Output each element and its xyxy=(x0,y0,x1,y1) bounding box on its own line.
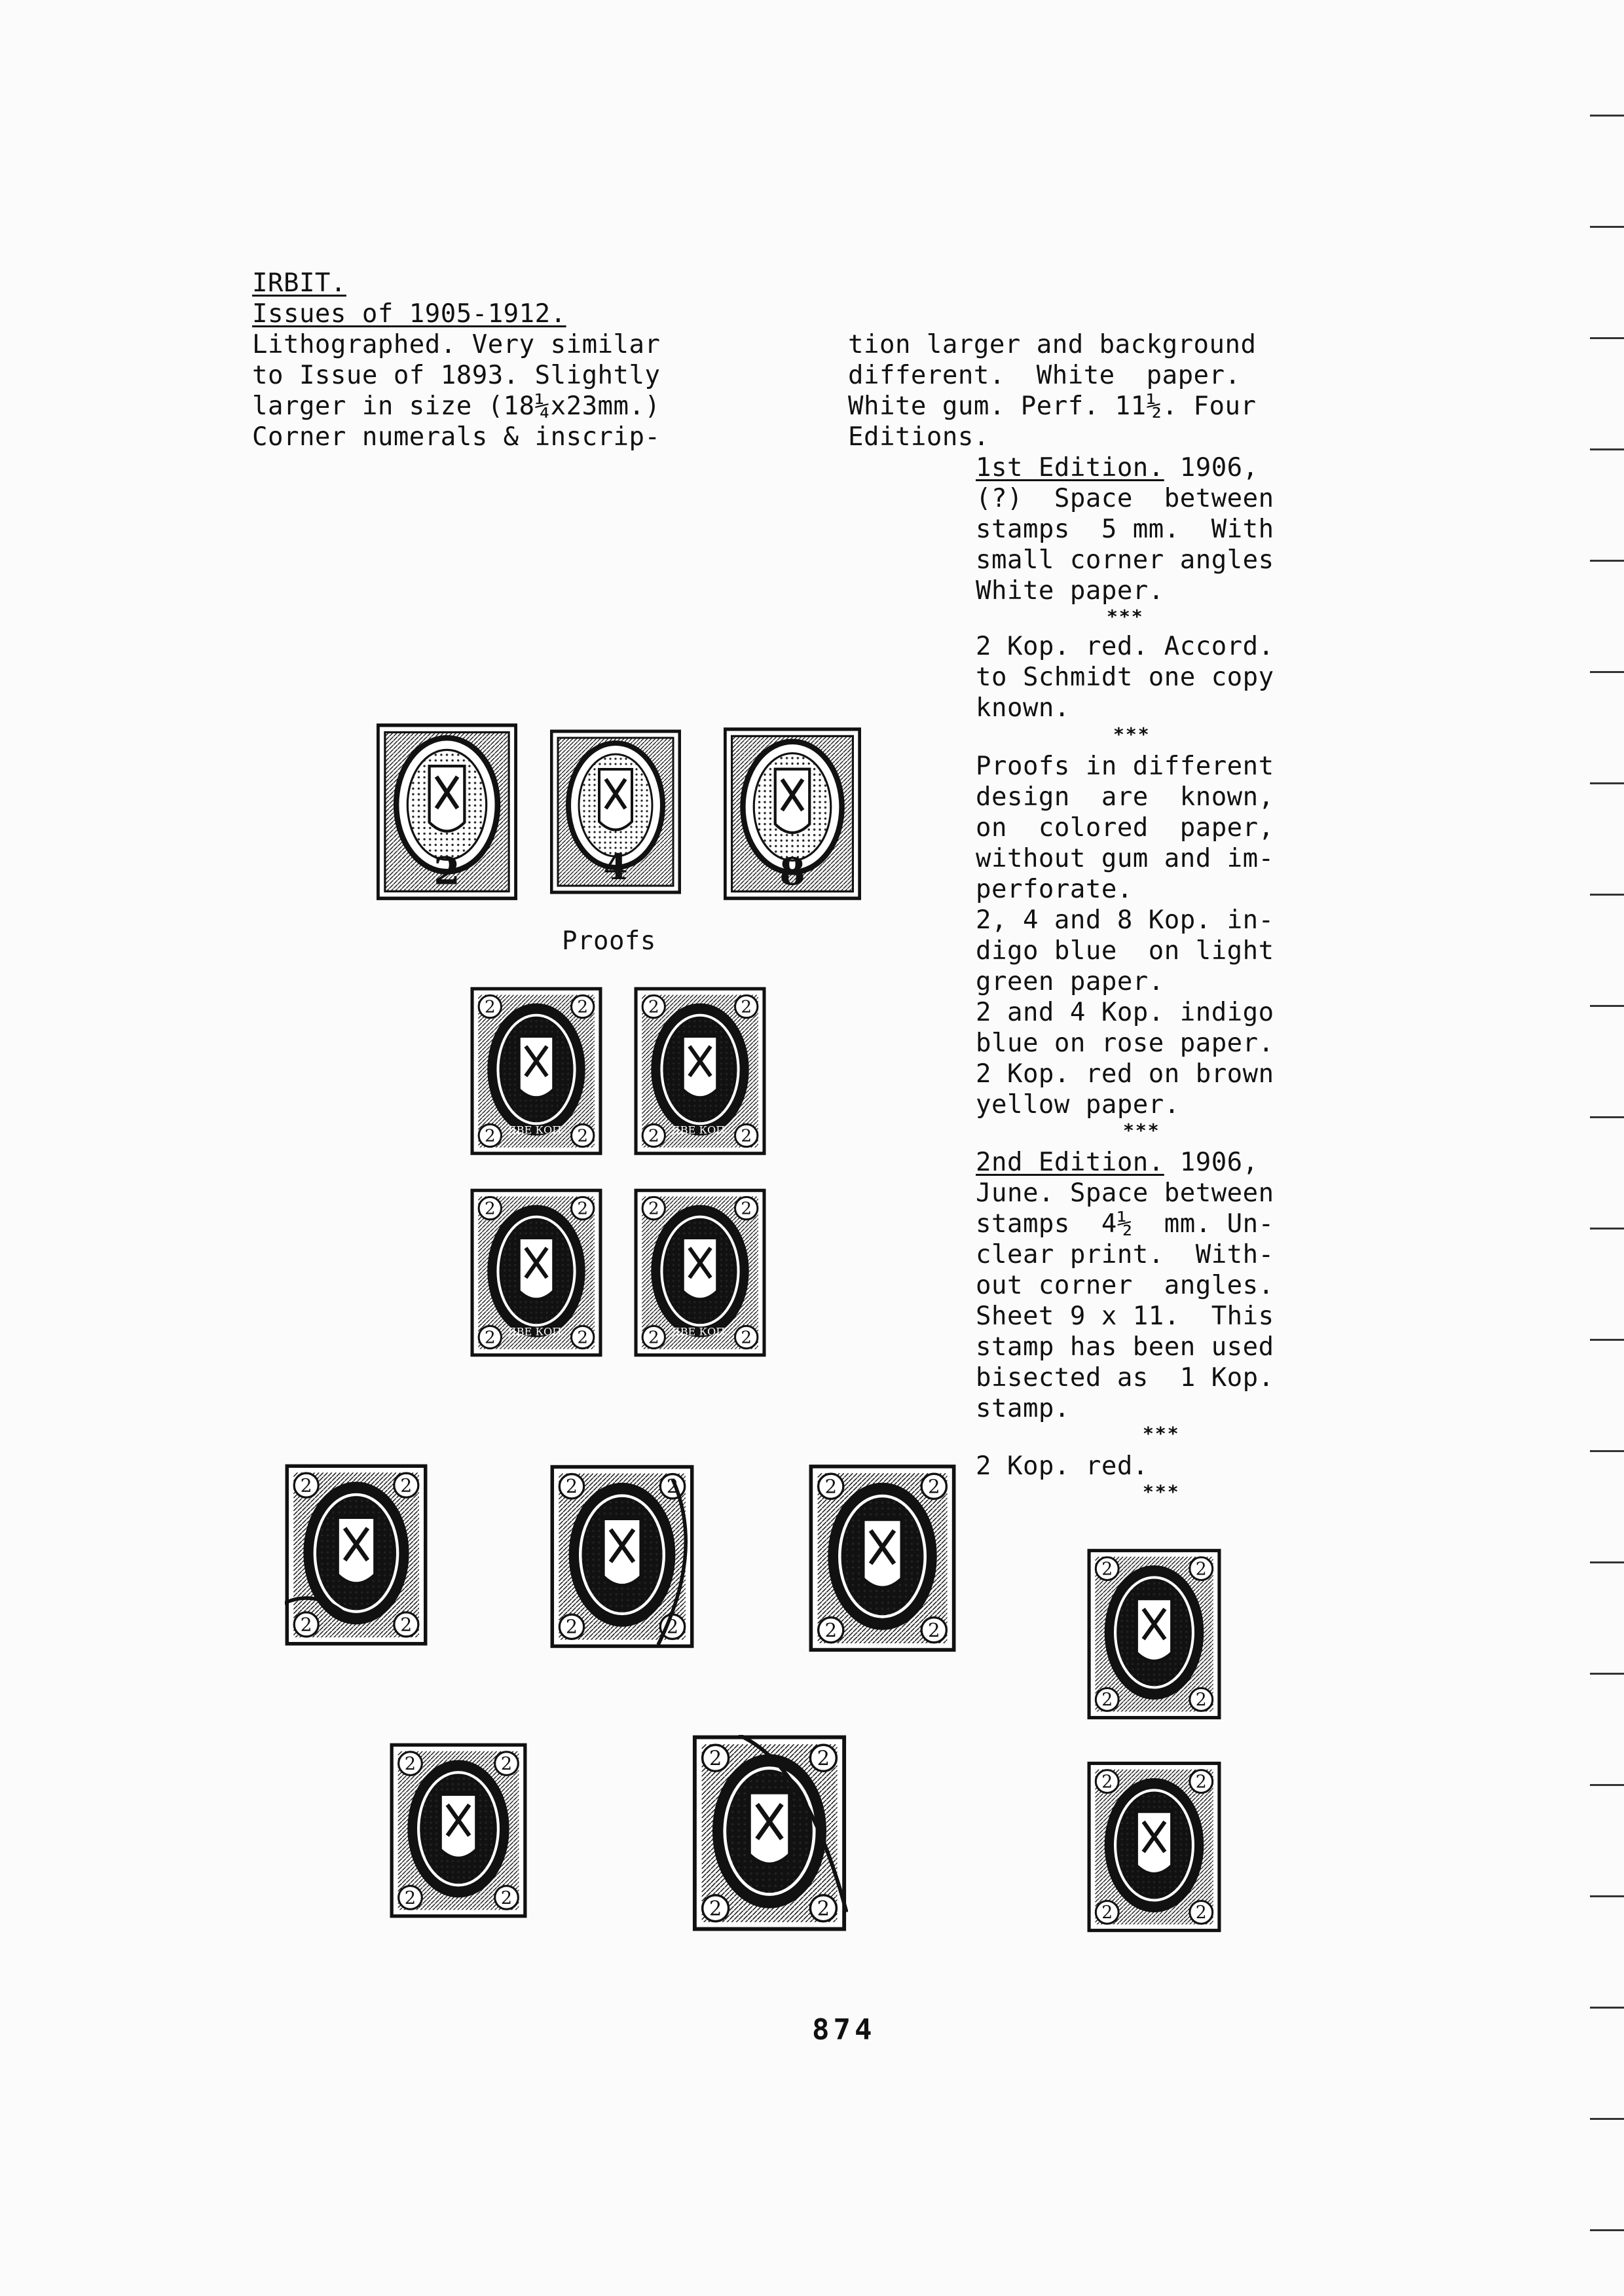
proofs-note-line: yellow paper. xyxy=(976,1090,1180,1120)
stamp-value-text: ДВЕ КОП. xyxy=(507,1123,565,1137)
corner-numeral: 2 xyxy=(1195,1690,1207,1711)
stamp-image xyxy=(691,1735,848,1931)
corner-numeral: 2 xyxy=(824,1618,838,1641)
corner-numeral: 2 xyxy=(577,997,589,1017)
stamp-image xyxy=(285,1463,428,1647)
corner-numeral: 2 xyxy=(741,997,752,1017)
intro-right-line: different. White paper. xyxy=(848,361,1241,390)
edge-mark xyxy=(1590,1673,1624,1675)
proofs-note-line: perforate. xyxy=(976,875,1133,904)
edge-mark xyxy=(1590,1339,1624,1341)
proof-denomination: 2 xyxy=(434,848,460,894)
corner-numeral: 2 xyxy=(927,1475,940,1498)
stamp-2-kop xyxy=(390,1741,527,1920)
proofs-note-line: digo blue on light xyxy=(976,936,1274,966)
edge-mark xyxy=(1590,1784,1624,1786)
corner-numeral: 2 xyxy=(741,1199,752,1219)
edge-mark xyxy=(1590,448,1624,450)
separator-stars: *** xyxy=(1143,1481,1180,1503)
proof-stamp-4 xyxy=(550,723,681,900)
separator-stars: *** xyxy=(1113,723,1151,745)
stamp-value-text: ДВЕ КОП. xyxy=(671,1123,729,1137)
stamp-2-kop xyxy=(634,1188,766,1357)
corner-numeral: 2 xyxy=(817,1897,830,1921)
corner-numeral: 2 xyxy=(577,1126,589,1146)
edition1-year: 1906, xyxy=(1164,453,1259,483)
stamp-2-kop-used xyxy=(809,1463,956,1653)
corner-numeral: 2 xyxy=(709,1897,722,1921)
corner-numeral: 2 xyxy=(666,1615,679,1638)
corner-numeral: 2 xyxy=(577,1199,589,1219)
edge-mark xyxy=(1590,1228,1624,1230)
edge-mark xyxy=(1590,782,1624,784)
intro-left-line: Lithographed. Very similar xyxy=(252,330,661,359)
edition2-year: 1906, xyxy=(1164,1148,1259,1177)
stamp-image xyxy=(1087,1761,1221,1933)
edge-mark xyxy=(1590,226,1624,228)
corner-numeral: 2 xyxy=(300,1614,312,1636)
corner-numeral: 2 xyxy=(484,1328,496,1348)
note1-line: known. xyxy=(976,693,1070,723)
corner-numeral: 2 xyxy=(404,1754,416,1775)
stamp-image xyxy=(634,987,766,1156)
stamp-image xyxy=(390,1741,527,1920)
intro-left-line: to Issue of 1893. Slightly xyxy=(252,361,661,390)
proof-denomination: 4 xyxy=(603,846,628,888)
proofs-note-line: blue on rose paper. xyxy=(976,1029,1274,1058)
stamp-2-kop-used xyxy=(285,1463,428,1647)
corner-numeral: 2 xyxy=(500,1754,513,1775)
proofs-note-line: design are known, xyxy=(976,782,1274,812)
edition1-line: White paper. xyxy=(976,576,1164,606)
edition2-line: out corner angles. xyxy=(976,1271,1274,1300)
note2: 2 Kop. red. xyxy=(976,1451,1149,1481)
corner-numeral: 2 xyxy=(648,1199,659,1219)
stamp-image xyxy=(724,725,861,902)
corner-numeral: 2 xyxy=(1195,1772,1207,1793)
stamp-image xyxy=(550,1463,694,1650)
separator-stars: *** xyxy=(1107,606,1144,627)
separator-stars: *** xyxy=(1143,1423,1180,1444)
issues-heading: Issues of 1905-1912. xyxy=(252,299,566,329)
corner-numeral: 2 xyxy=(709,1747,722,1770)
note1-line: 2 Kop. red. Accord. xyxy=(976,632,1274,661)
edge-mark xyxy=(1590,671,1624,673)
corner-numeral: 2 xyxy=(1101,1903,1113,1923)
corner-numeral: 2 xyxy=(648,1328,659,1348)
stamp-value-text: ДВЕ КОП. xyxy=(507,1325,565,1338)
edge-mark xyxy=(1590,2007,1624,2009)
intro-right-line: Editions. xyxy=(848,422,989,452)
stamp-2-kop-used xyxy=(691,1735,848,1931)
stamp-2-kop-used xyxy=(550,1463,694,1650)
stamp-image xyxy=(634,1188,766,1357)
corner-numeral: 2 xyxy=(500,1887,513,1908)
stamp-2-kop xyxy=(470,987,602,1156)
corner-numeral: 2 xyxy=(648,997,659,1017)
corner-numeral: 2 xyxy=(404,1887,416,1908)
separator-stars: *** xyxy=(1123,1120,1160,1141)
stamp-2-kop xyxy=(470,1188,602,1357)
edition2-line: stamp has been used xyxy=(976,1332,1274,1362)
corner-numeral: 2 xyxy=(824,1475,838,1498)
edition2-heading: 2nd Edition. xyxy=(976,1148,1164,1177)
edge-mark xyxy=(1590,1895,1624,1897)
corner-numeral: 2 xyxy=(484,997,496,1017)
edge-mark xyxy=(1590,2118,1624,2120)
edge-mark xyxy=(1590,560,1624,562)
stamp-image xyxy=(809,1463,956,1653)
proof-denomination: 8 xyxy=(779,850,805,894)
edition2-line: clear print. With- xyxy=(976,1240,1274,1269)
corner-numeral: 2 xyxy=(1101,1559,1113,1580)
corner-numeral: 2 xyxy=(1101,1690,1113,1711)
edition2-line: bisected as 1 Kop. xyxy=(976,1363,1274,1393)
intro-right-line: tion larger and background xyxy=(848,330,1257,359)
corner-numeral: 2 xyxy=(1195,1559,1207,1580)
proofs-note-line: on colored paper, xyxy=(976,813,1274,843)
corner-numeral: 2 xyxy=(1101,1772,1113,1793)
edition1-line: stamps 5 mm. With xyxy=(976,515,1274,544)
edge-mark xyxy=(1590,1450,1624,1452)
intro-left-line: larger in size (18¼x23mm.) xyxy=(252,392,661,421)
edition2-line: Sheet 9 x 11. This xyxy=(976,1302,1274,1331)
corner-numeral: 2 xyxy=(817,1747,830,1770)
corner-numeral: 2 xyxy=(927,1618,940,1641)
proofs-note-line: 2 Kop. red on brown xyxy=(976,1059,1274,1089)
proofs-note-line: 2, 4 and 8 Kop. in- xyxy=(976,905,1274,935)
corner-numeral: 2 xyxy=(400,1474,413,1497)
stamp-image xyxy=(377,723,517,900)
corner-numeral: 2 xyxy=(484,1126,496,1146)
corner-numeral: 2 xyxy=(648,1126,659,1146)
edge-mark xyxy=(1590,2229,1624,2231)
proof-stamp-8 xyxy=(724,725,861,902)
corner-numeral: 2 xyxy=(1195,1903,1207,1923)
edge-mark xyxy=(1590,1005,1624,1007)
corner-numeral: 2 xyxy=(565,1615,578,1638)
proofs-caption: Proofs xyxy=(562,926,656,956)
edition1-line: small corner angles xyxy=(976,545,1274,575)
page-number: 874 xyxy=(812,2013,876,2047)
proofs-note-line: without gum and im- xyxy=(976,844,1274,873)
edition1-heading: 1st Edition. xyxy=(976,453,1164,483)
corner-numeral: 2 xyxy=(741,1126,752,1146)
edge-mark xyxy=(1590,337,1624,339)
corner-numeral: 2 xyxy=(400,1614,413,1636)
stamp-2-kop xyxy=(1087,1548,1221,1720)
stamp-image xyxy=(550,723,681,900)
corner-numeral: 2 xyxy=(741,1328,752,1348)
proof-stamp-2 xyxy=(377,723,517,900)
corner-numeral: 2 xyxy=(577,1328,589,1348)
stamp-image xyxy=(470,987,602,1156)
edition1-line: (?) Space between xyxy=(976,484,1274,513)
corner-numeral: 2 xyxy=(300,1474,312,1497)
edition2-line: stamp. xyxy=(976,1394,1070,1423)
edge-mark xyxy=(1590,1561,1624,1563)
corner-numeral: 2 xyxy=(666,1475,679,1498)
stamp-2-kop xyxy=(634,987,766,1156)
edition2-block xyxy=(976,1148,1259,1178)
edition2-line: stamps 4½ mm. Un- xyxy=(976,1209,1274,1239)
edition1-block xyxy=(976,453,1259,484)
stamp-image xyxy=(1087,1548,1221,1720)
section-title: IRBIT. xyxy=(252,268,346,298)
proofs-note-line: Proofs in different xyxy=(976,752,1274,781)
edge-mark xyxy=(1590,894,1624,896)
stamp-image xyxy=(470,1188,602,1357)
note1-line: to Schmidt one copy xyxy=(976,663,1274,692)
proofs-note-line: green paper. xyxy=(976,967,1164,996)
stamp-value-text: ДВЕ КОП. xyxy=(671,1325,729,1338)
proofs-note-line: 2 and 4 Kop. indigo xyxy=(976,998,1274,1027)
edition2-line: June. Space between xyxy=(976,1178,1274,1208)
corner-numeral: 2 xyxy=(565,1475,578,1498)
edge-mark xyxy=(1590,1116,1624,1118)
stamp-2-kop xyxy=(1087,1761,1221,1933)
corner-numeral: 2 xyxy=(484,1199,496,1219)
intro-left-line: Corner numerals & inscrip- xyxy=(252,422,661,452)
edge-mark xyxy=(1590,115,1624,117)
intro-right-line: White gum. Perf. 11½. Four xyxy=(848,392,1257,421)
